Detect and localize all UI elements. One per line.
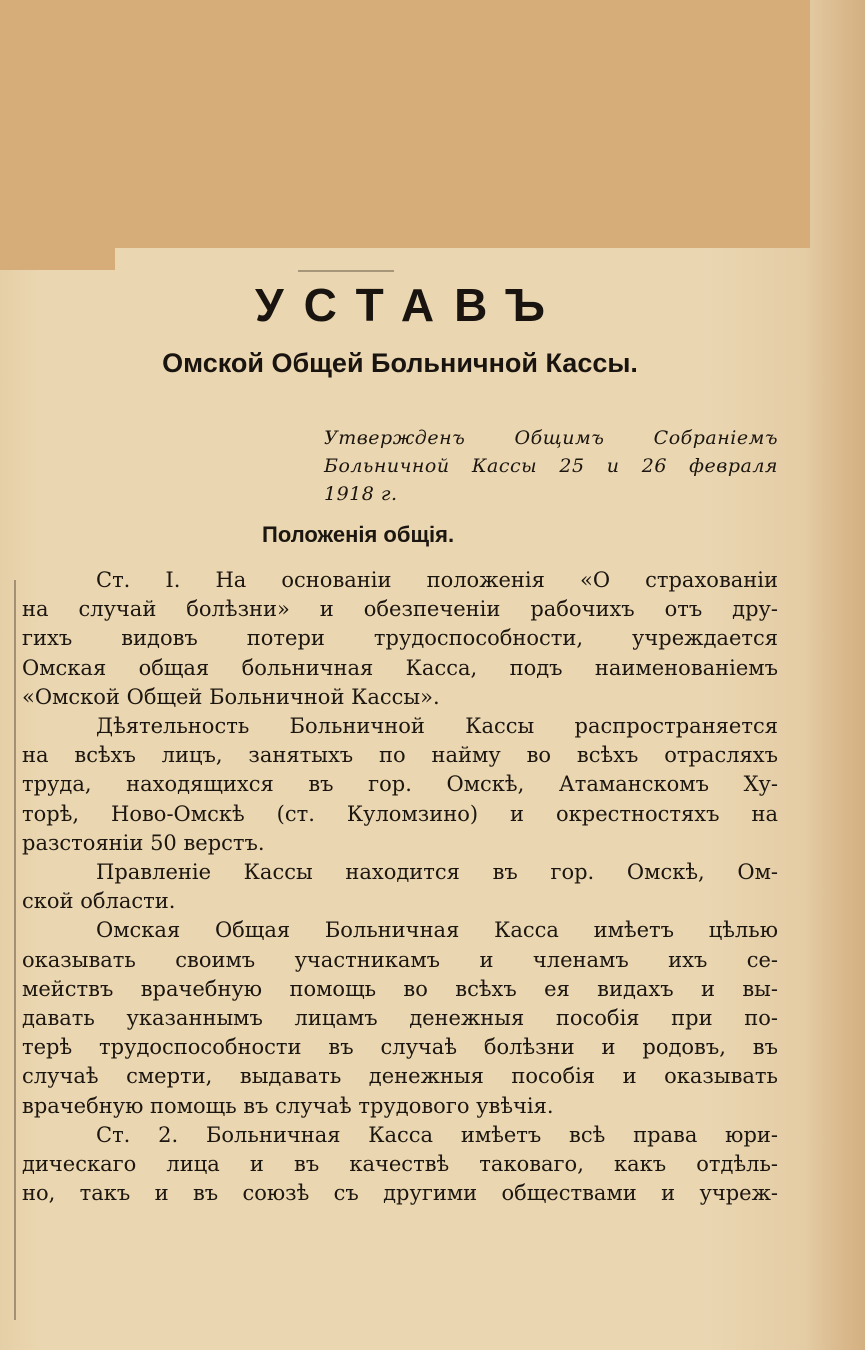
text-line: «Омской Общей Больничной Кассы».: [22, 684, 440, 709]
approval-line: Утвержденъ Общимъ Собраніемъ: [324, 427, 778, 449]
text-line: Ст. 2. Больничная Касса имѣетъ всѣ права юри-: [96, 1122, 778, 1147]
text-line: торѣ, Ново-Омскѣ (ст. Куломзино) и окрестностяхъ на: [22, 801, 778, 826]
text-line: давать указаннымъ лицамъ денежныя пособія при по-: [22, 1006, 778, 1031]
text-line: мействъ врачебную помощь во всѣхъ ея видахъ и вы-: [22, 976, 778, 1001]
section-heading: Положенія общія.: [262, 522, 455, 547]
text-line: на всѣхъ лицъ, занятыхъ по найму во всѣхъ отрасляхъ: [22, 743, 778, 768]
text-line: труда, находящихся въ гор. Омскѣ, Атаманскомъ Ху-: [22, 772, 778, 797]
text-line: Дѣятельность Больничной Кассы распространяется: [96, 714, 778, 739]
text-line: дическаго лица и въ качествѣ таковаго, какъ отдѣль-: [22, 1152, 778, 1177]
approval-note: [324, 424, 778, 508]
body-text: [22, 566, 778, 1208]
text-line: Ст. I. На основаніи положенія «О страхованіи: [96, 568, 778, 592]
text-line: гихъ видовъ потери трудоспособности, учреждается: [22, 626, 778, 651]
text-line: Правленіе Кассы находится въ гор. Омскѣ, Ом-: [96, 860, 778, 885]
header-rule: [298, 270, 394, 272]
document-subtitle: Омской Общей Больничной Кассы.: [162, 348, 638, 378]
page-edge-shadow: [805, 0, 865, 1350]
text-line: Омская общая больничная Касса, подъ наименованіемъ: [22, 655, 778, 680]
text-line: Омская Общая Больничная Касса имѣетъ цѣлью: [96, 918, 778, 943]
text-line: оказывать своимъ участникамъ и членамъ ихъ се-: [22, 947, 778, 972]
text-line: разстояніи 50 верстъ.: [22, 830, 265, 855]
approval-line: 1918 г.: [324, 483, 398, 505]
text-line: терѣ трудоспособности въ случаѣ болѣзни и родовъ, въ: [22, 1035, 778, 1060]
text-line: врачебную помощь въ случаѣ трудового увѣчія.: [22, 1093, 554, 1118]
text-line: ской области.: [22, 889, 176, 914]
text-line: но, такъ и въ союзѣ съ другими обществами и учреж-: [22, 1181, 778, 1206]
document-title: УСТАВЪ: [254, 279, 566, 331]
approval-line: Больничной Кассы 25 и 26 февраля: [324, 455, 778, 477]
paper-discoloration-top: [0, 0, 810, 248]
margin-line: [14, 580, 16, 1320]
text-line: на случай болѣзни» и обезпеченіи рабочихъ отъ дру-: [22, 597, 778, 622]
paper-discoloration-left: [0, 0, 115, 270]
text-line: случаѣ смерти, выдавать денежныя пособія и оказывать: [22, 1064, 778, 1089]
